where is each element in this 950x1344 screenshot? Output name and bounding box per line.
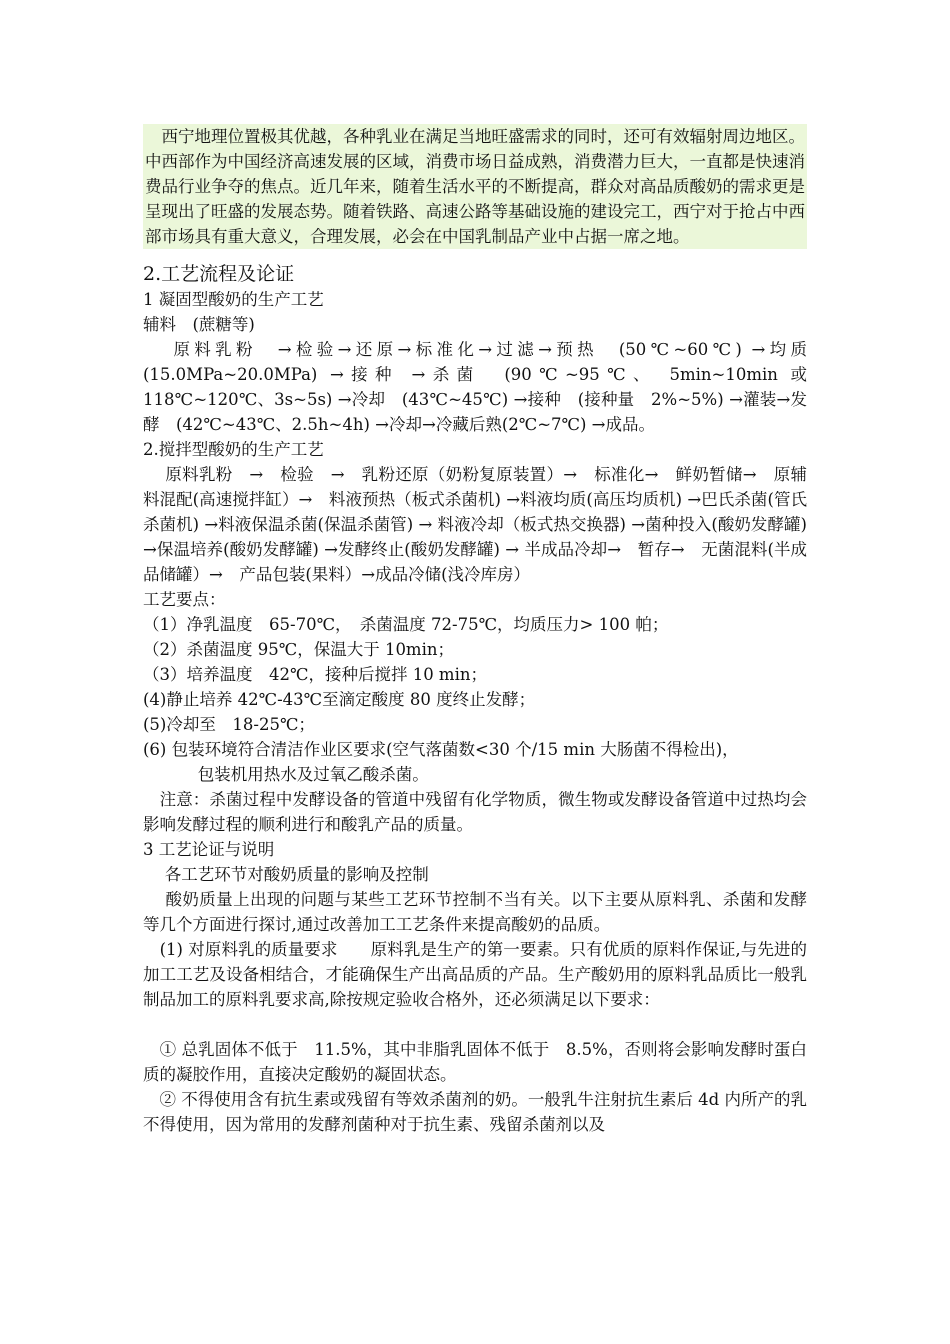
stirred-yogurt-flow: 原料乳粉 → 检验 → 乳粉还原（奶粉复原装置）→ 标准化→ 鲜奶暂储→ 原辅料混配(高速搅拌缸）→ 料液预热（板式杀菌机) →料液均质(高压均质机) →巴氏杀菌(管氏杀菌机) →料液保温杀菌(保温杀菌管) → 料液冷却（板式热交换器) →菌种投入(酸奶发酵罐) →保温培养(酸奶发酵罐) →发酵终止(酸奶发酵罐) → 半成品冷却→ 暂存→ 无菌混料(半成品储罐）→ 产品包装(果料）→成品冷储(浅冷库房） <box>143 465 807 584</box>
note-paragraph: 注意：杀菌过程中发酵设备的管道中残留有化学物质，微生物或发酵设备管道中过热均会影响发酵过程的顺利进行和酸乳产品的质量。 <box>143 790 807 834</box>
key-point: (5)冷却至 18-25℃； <box>143 715 315 734</box>
requirement-item: ① 总乳固体不低于 11.5%，其中非脂乳固体不低于 8.5%，否则将会影响发酵时蛋白质的凝胶作用，直接决定酸奶的凝固状态。 <box>143 1040 807 1084</box>
blank-line <box>143 1012 807 1037</box>
intro-paragraph: 西宁地理位置极其优越，各种乳业在满足当地旺盛需求的同时，还可有效辐射周边地区。中西部作为中国经济高速发展的区域，消费市场日益成熟，消费潜力巨大，一直都是快速消费品行业争夺的焦点。近几年来，随着生活水平的不断提高，群众对高品质酸奶的需求更是呈现出了旺盛的发展态势。随着铁路、高速公路等基础设施的建设完工，西宁对于抢占中西部市场具有重大意义，合理发展，必会在中国乳制品产业中占据一席之地。 <box>143 124 807 249</box>
set-yogurt-aux: 辅料 (蔗糖等) <box>143 315 255 334</box>
key-point: （2）杀菌温度 95℃，保温大于 10min； <box>143 640 454 659</box>
section-title: 2.工艺流程及论证 <box>143 263 295 285</box>
set-yogurt-flow: 原料乳粉 →检验→还原→标准化→过滤→预热 (50℃~60℃) →均质(15.0MPa~20.0MPa) →接种 →杀菌 (90℃~95℃、 5min~10min 或 118℃~120℃、3s~5s) →冷却 (43℃~45℃) →接种 (接种量 2%~5%) →灌装→发酵 (42℃~43℃、2.5h~4h) →冷却→冷藏后熟(2℃~7℃) →成品。 <box>143 340 824 434</box>
argument-title: 3 工艺论证与说明 <box>143 840 275 859</box>
argument-subtitle: 各工艺环节对酸奶质量的影响及控制 <box>143 865 429 884</box>
key-point: (4)静止培养 42℃-43℃至滴定酸度 80 度终止发酵； <box>143 690 536 709</box>
key-point: 包装机用热水及过氧乙酸杀菌。 <box>143 765 429 784</box>
key-point: （3）培养温度 42℃，接种后搅拌 10 min； <box>143 665 487 684</box>
set-yogurt-title: 1 凝固型酸奶的生产工艺 <box>143 290 324 309</box>
requirement-item: ② 不得使用含有抗生素或残留有等效杀菌剂的奶。一般乳牛注射抗生素后 4d 内所产的乳不得使用，因为常用的发酵剂菌种对于抗生素、残留杀菌剂以及 <box>143 1090 807 1134</box>
key-point: （1）净乳温度 65-70℃， 杀菌温度 72-75℃，均质压力> 100 帕； <box>143 615 669 634</box>
key-point: (6) 包装环境符合清洁作业区要求(空气落菌数<30 个/15 min 大肠菌不得检出)， <box>143 740 739 759</box>
key-points-title: 工艺要点： <box>143 590 226 609</box>
argument-paragraph: (1) 对原料乳的质量要求 原料乳是生产的第一要素。只有优质的原料作保证,与先进的加工工艺及设备相结合，才能确保生产出高品质的产品。生产酸奶用的原料乳品质比一般乳制品加工的原料乳要求高,除按规定验收合格外，还必须满足以下要求： <box>143 940 807 1009</box>
argument-paragraph: 酸奶质量上出现的问题与某些工艺环节控制不当有关。以下主要从原料乳、杀菌和发酵等几个方面进行探讨,通过改善加工工艺条件来提高酸奶的品质。 <box>143 890 807 934</box>
stirred-yogurt-title: 2.搅拌型酸奶的生产工艺 <box>143 440 324 459</box>
document-page <box>143 124 824 1137</box>
